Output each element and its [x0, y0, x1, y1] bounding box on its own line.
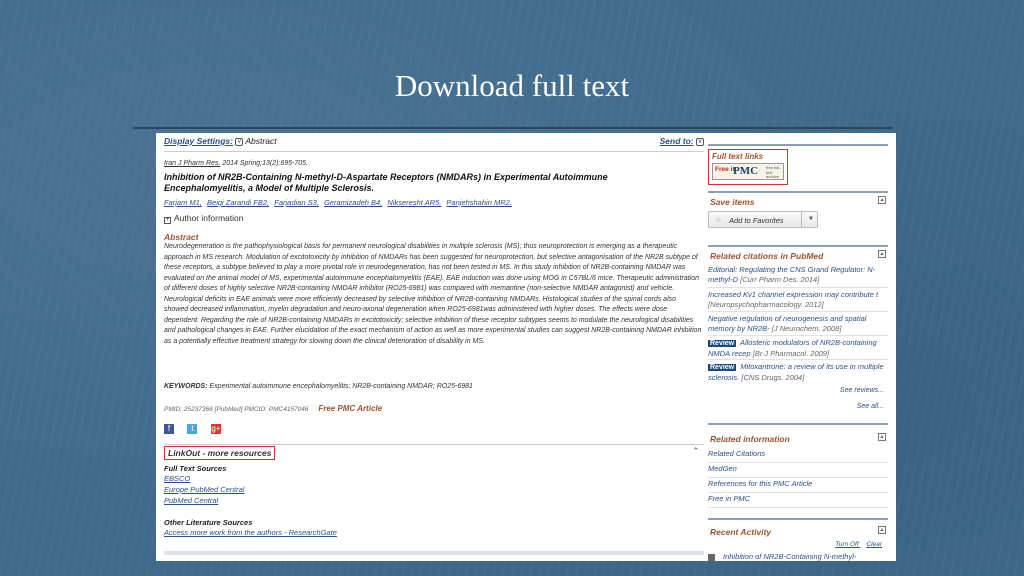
sidebar	[708, 133, 890, 561]
recent-activity-heading: Recent Activity	[710, 527, 772, 537]
keywords	[164, 383, 473, 390]
author-information-label: Author information	[174, 213, 244, 223]
full-text-sources-label: Full Text Sources	[164, 464, 227, 473]
pmc-logo-archive: free full-text archive	[766, 165, 781, 179]
divider	[708, 311, 888, 312]
chevron-down-icon[interactable]: v	[235, 138, 243, 146]
pmid-text: PMID: 25237366 [PubMed] PMCID: PMC4157046	[164, 406, 309, 413]
sidebar-divider	[708, 191, 888, 193]
linkout-heading[interactable]: LinkOut - more resources	[164, 446, 275, 460]
related-citation-title[interactable]: Increased Kv1 channel expression may contribute t	[708, 290, 879, 299]
social-share	[164, 418, 230, 436]
sidebar-divider	[708, 423, 888, 425]
related-info-link[interactable]: MedGen	[708, 464, 888, 478]
author-link[interactable]: Farjam M1,	[164, 198, 202, 207]
related-citation-item[interactable]	[708, 338, 888, 359]
pubmed-screenshot	[156, 133, 896, 561]
related-info-link[interactable]: References for this PMC Article	[708, 479, 888, 493]
recent-activity-controls	[829, 541, 882, 548]
expand-icon[interactable]: +	[165, 217, 170, 223]
pmc-logo-free: Free in	[715, 166, 737, 173]
divider	[708, 287, 888, 288]
send-to-link[interactable]: Send to:	[659, 136, 694, 146]
free-pmc-article-link[interactable]: Free PMC Article	[318, 404, 383, 413]
title-divider	[133, 127, 893, 129]
collapse-icon[interactable]: ⌃	[692, 446, 700, 456]
keywords-text: Experimental autoimmune encephalomyelitis; NR2B-containing NMDAR; RO25-6981	[207, 383, 473, 390]
full-text-links-label: Full text links	[712, 152, 764, 161]
citation-details: 2014 Spring;13(2):695-705.	[220, 160, 308, 167]
related-citations-heading: Related citations in PubMed	[710, 251, 824, 261]
related-information-heading: Related information	[710, 434, 790, 444]
facebook-icon[interactable]: f	[164, 424, 174, 434]
sidebar-divider	[708, 245, 888, 247]
display-settings-value: Abstract	[245, 136, 277, 146]
citation	[164, 160, 308, 167]
related-citation-item[interactable]	[708, 290, 888, 310]
author-information-toggle[interactable]	[164, 213, 243, 224]
related-info-link[interactable]: Free in PMC	[708, 494, 888, 508]
save-items-heading: Save items	[710, 197, 755, 207]
google-plus-icon[interactable]: g+	[211, 424, 221, 433]
button-separator	[801, 212, 802, 227]
related-citation-item[interactable]	[708, 362, 888, 383]
chevron-down-icon[interactable]: v	[696, 138, 704, 146]
related-citation-item[interactable]	[708, 265, 888, 285]
article-title: Inhibition of NR2B-Containing N-methyl-D-Aspartate Receptors (NMDARs) in Experimental Autoimmune Encephalomyelitis, a Model of Multiple Sclerosis.	[164, 172, 608, 193]
turn-off-link[interactable]: Turn Off	[835, 541, 859, 548]
send-to[interactable]	[660, 136, 704, 146]
see-all-link[interactable]: See all...	[856, 403, 884, 410]
display-settings-link[interactable]: Display Settings:	[164, 136, 233, 146]
related-citation-title[interactable]: Negative regulation of neurogenesis and spatial memory by NR2B-	[708, 314, 867, 333]
review-badge: Review	[710, 340, 735, 347]
related-citation-title[interactable]: Allosteric modulators of NR2B-containing NMDA recep	[708, 338, 877, 358]
author-link[interactable]: Nikseresht AR5,	[387, 198, 442, 207]
author-link[interactable]: Farjadian S3,	[274, 198, 319, 207]
recent-activity-title[interactable]: Inhibition of NR2B-Containing N-methyl-	[723, 552, 857, 561]
display-bar	[164, 136, 704, 150]
recent-activity-item[interactable]	[708, 552, 856, 561]
add-to-favorites-label: Add to Favorites	[729, 216, 784, 225]
related-citation-source: [Br J Pharmacol. 2009]	[752, 349, 830, 358]
sidebar-divider	[708, 518, 888, 520]
divider	[164, 444, 704, 445]
article-ids	[164, 404, 382, 413]
document-icon	[708, 554, 715, 561]
pmc-logo-button[interactable]	[712, 163, 784, 180]
collapse-icon[interactable]: ▲	[879, 527, 885, 533]
keywords-label: KEYWORDS:	[164, 383, 208, 390]
slide-title: Download full text	[394, 68, 630, 103]
divider	[164, 151, 704, 152]
divider	[708, 359, 888, 360]
related-citation-item[interactable]	[708, 314, 888, 334]
abstract-heading: Abstract	[164, 232, 199, 242]
clear-link[interactable]: Clear	[866, 541, 882, 548]
related-citation-source: [CNS Drugs. 2004]	[741, 373, 805, 382]
divider	[708, 335, 888, 336]
collapse-icon[interactable]: ▲	[879, 197, 885, 203]
related-citation-source: [Neuropsychopharmacology. 2012]	[708, 300, 824, 309]
twitter-icon[interactable]: t	[187, 424, 197, 434]
other-sources-label: Other Literature Sources	[164, 518, 253, 527]
main-column	[164, 133, 704, 561]
related-citation-title[interactable]: Editorial: Regulating the CNS Grand Regulator: N-methyl-D	[708, 265, 876, 284]
related-info-link[interactable]: Related Citations	[708, 449, 888, 463]
linkout-link[interactable]: PubMed Central	[164, 496, 219, 505]
dropdown-arrow-icon[interactable]: ▼	[808, 216, 814, 222]
collapse-icon[interactable]: ▲	[879, 251, 885, 257]
related-citation-source: [J Neurochem. 2008]	[771, 324, 842, 333]
star-icon: ☆	[715, 215, 723, 224]
review-badge: Review	[710, 364, 735, 371]
sidebar-divider	[708, 144, 888, 146]
related-citation-source: [Curr Pharm Des. 2014]	[740, 275, 820, 284]
journal-link[interactable]: Iran J Pharm Res.	[164, 160, 221, 167]
related-citation-title[interactable]: Mitoxantrone: a review of its use in multiple sclerosis.	[708, 362, 884, 382]
author-link[interactable]: Panjehshahin MR2.	[446, 198, 512, 207]
linkout-link[interactable]: Europe PubMed Central	[164, 485, 245, 494]
author-link[interactable]: Geramizadeh B4,	[323, 198, 383, 207]
full-text-links-box	[708, 149, 788, 185]
collapse-icon[interactable]: ▲	[879, 434, 885, 440]
author-link[interactable]: Beigi Zarandi FB2,	[207, 198, 270, 207]
linkout-link[interactable]: Access more work from the authors - ResearchGate	[164, 528, 337, 537]
pmc-logo-text: PMC	[733, 165, 759, 177]
see-reviews-link[interactable]: See reviews...	[840, 387, 884, 394]
linkout-link[interactable]: EBSCO	[164, 474, 191, 483]
divider	[164, 551, 704, 555]
add-to-favorites-button[interactable]	[708, 211, 818, 228]
abstract-text: Neurodegeneration is the pathophysiological basis for permanent neurological disabilities in multiple sclerosis (MS); thus neuroprotection is emerging as a therapeutic approach in MS research. Modulation of excitotoxicity by inhibition of NMDARs has been suggested for neuroprotection, but selective antagonisation of the NR2B subtype of these receptors, a subtype believed to play a more pivotal role in neurodegeneration, has not been tested in MS. In this study inhibition of NR2B-containing NMDAR was evaluated on the animal model of MS, experimental autoimmune encephalomyelitis (EAE). EAE induction was done using MOG in C57BL/6 mice. Therapeutic administration of different doses of highly selective NR2B-containing NMDAR inhibitor (RO25-6981) was compared with memantine (non-selective NMDAR antagonist) and vehicle. Neurological deficits in EAE animals were more efficiently decreased by selective inhibition of NR2B-containing NMDARs. Histological studies of the spinal cords also showed decreased inflammation, myelin degradation and neuro-axonal degeneration when RO25-6981was administered with higher doses. The effects were dose dependent. Regarding the role of NR2B-containing NMDARs in excitotoxicity; selective inhibition of these receptor subtypes seems to modulate the neurological disabilities and pathological changes in EAE. Further elucidation of the exact mechanism of action as well as more experimental studies can suggest NR2B-containing NMDAR inhibition as a potentially effective treatment strategy for slowing down the clinical deterioration of disability in MS.	[164, 243, 702, 345]
author-list	[164, 198, 515, 207]
